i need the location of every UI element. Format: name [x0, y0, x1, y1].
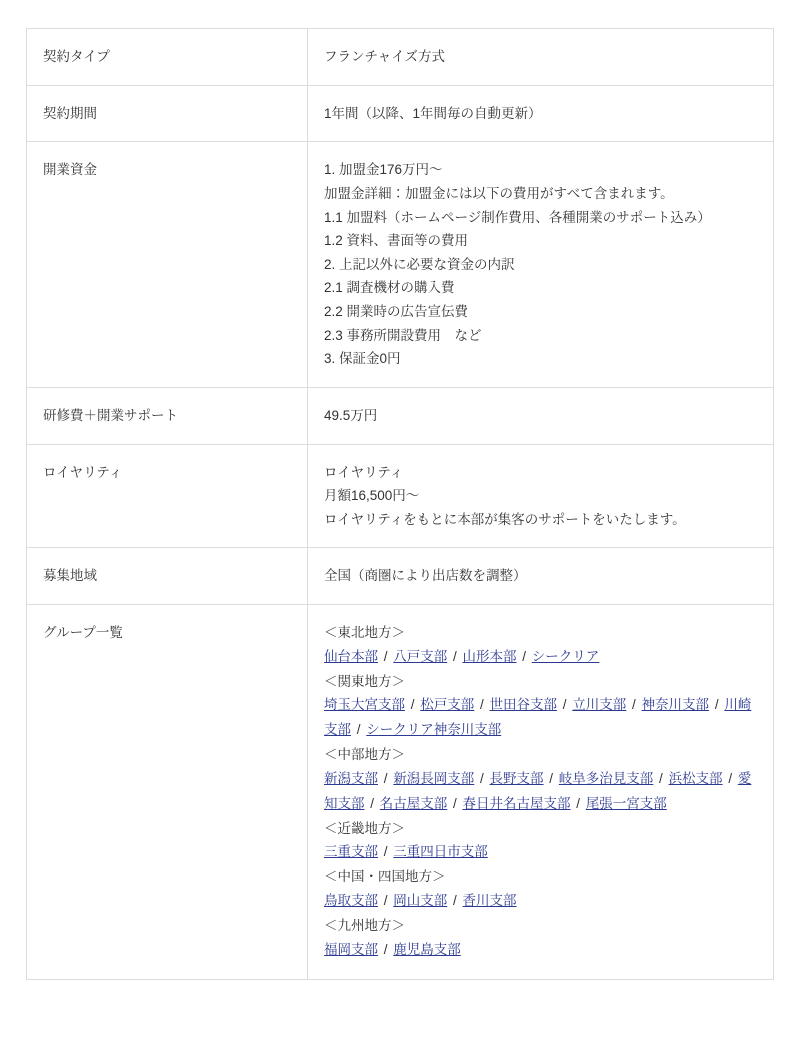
value-line: フランチャイズ方式: [324, 49, 445, 64]
link-separator: /: [380, 648, 392, 664]
value-line: ロイヤリティ: [324, 464, 404, 480]
branch-link[interactable]: 長野支部: [489, 770, 544, 786]
row-value: [308, 548, 774, 605]
region-links: [324, 645, 757, 670]
region-heading: ＜中国・四国地方＞: [324, 869, 446, 885]
branch-link[interactable]: 福岡支部: [324, 941, 378, 957]
link-separator: /: [449, 795, 461, 811]
row-value-group-list: [308, 605, 774, 980]
link-separator: /: [407, 697, 419, 713]
branch-link[interactable]: 新潟長岡支部: [393, 770, 475, 786]
branch-link[interactable]: シークリア: [531, 648, 600, 664]
link-separator: /: [476, 697, 488, 713]
link-separator: /: [449, 648, 461, 664]
branch-link[interactable]: 松戸支部: [420, 697, 475, 713]
value-line: 加盟金詳細：加盟金には以下の費用がすべて含まれます。: [324, 185, 674, 201]
row-label: 研修費＋開業サポート: [27, 387, 308, 444]
branch-link[interactable]: 愛知支部: [324, 770, 752, 811]
region-heading: ＜九州地方＞: [324, 917, 405, 933]
row-value: [308, 444, 774, 548]
link-separator: /: [380, 941, 392, 957]
franchise-spec-table: [26, 28, 774, 980]
region-heading: ＜中部地方＞: [324, 747, 405, 763]
branch-link[interactable]: 立川支部: [572, 697, 627, 713]
link-separator: /: [545, 770, 557, 786]
branch-link[interactable]: 神奈川支部: [641, 697, 710, 713]
branch-link[interactable]: 春日井名古屋支部: [462, 795, 571, 811]
branch-link[interactable]: 三重四日市支部: [393, 844, 488, 860]
value-line: 2. 上記以外に必要な資金の内訳: [324, 256, 515, 272]
value-line: 月額16,500円〜: [324, 488, 420, 504]
row-value: [308, 387, 774, 444]
table-row: [27, 142, 774, 388]
row-value: [308, 85, 774, 142]
link-separator: /: [628, 697, 640, 713]
branch-link[interactable]: 仙台本部: [324, 648, 378, 664]
link-separator: /: [724, 770, 736, 786]
branch-link[interactable]: 浜松支部: [668, 770, 723, 786]
link-separator: /: [655, 770, 667, 786]
value-line: 3. 保証金0円: [324, 351, 401, 367]
table-row: [27, 605, 774, 980]
row-label: 開業資金: [27, 142, 308, 388]
table-row: [27, 444, 774, 548]
row-label: 募集地域: [27, 548, 308, 605]
table-row: [27, 387, 774, 444]
region-heading: ＜関東地方＞: [324, 673, 405, 689]
region-links: [324, 938, 757, 963]
row-value: [308, 142, 774, 388]
region-links: [324, 767, 757, 817]
branch-link[interactable]: シークリア神奈川支部: [366, 722, 502, 738]
branch-link[interactable]: 新潟支部: [324, 770, 378, 786]
branch-link[interactable]: 世田谷支部: [489, 697, 558, 713]
value-line: 全国（商圏により出店数を調整）: [324, 568, 527, 584]
branch-link[interactable]: 三重支部: [324, 844, 378, 860]
branch-link[interactable]: 名古屋支部: [379, 795, 448, 811]
value-line: 1. 加盟金176万円〜: [324, 162, 443, 178]
value-line: 1.1 加盟料（ホームページ制作費用、各種開業のサポート込み）: [324, 209, 711, 225]
table-row: [27, 548, 774, 605]
branch-link[interactable]: 鳥取支部: [324, 892, 378, 908]
value-line: 49.5万円: [324, 407, 378, 423]
link-separator: /: [353, 722, 365, 738]
branch-link[interactable]: 山形本部: [462, 648, 517, 664]
value-line: 2.2 開業時の広告宣伝費: [324, 304, 469, 319]
link-separator: /: [518, 648, 530, 664]
value-line: 1年間（以降、1年間毎の自動更新）: [324, 105, 542, 121]
region-links: [324, 693, 757, 743]
branch-link[interactable]: 岐阜多治見支部: [558, 770, 654, 786]
region-heading: ＜東北地方＞: [324, 625, 405, 640]
region-links: [324, 889, 757, 914]
link-separator: /: [559, 697, 571, 713]
row-label: ロイヤリティ: [27, 444, 308, 548]
row-label: 契約期間: [27, 85, 308, 142]
link-separator: /: [476, 770, 488, 786]
link-separator: /: [711, 697, 723, 713]
link-separator: /: [380, 892, 392, 908]
branch-link[interactable]: 尾張一宮支部: [585, 795, 667, 811]
value-line: 2.1 調査機材の購入費: [324, 280, 455, 296]
region-links: [324, 840, 757, 865]
branch-link[interactable]: 埼玉大宮支部: [324, 697, 405, 713]
row-value: [308, 29, 774, 86]
branch-link[interactable]: 香川支部: [462, 892, 517, 908]
row-label: 契約タイプ: [27, 29, 308, 86]
link-separator: /: [449, 892, 461, 908]
table-body: [27, 29, 774, 980]
value-line: 2.3 事務所開設費用 など: [324, 327, 482, 343]
branch-link[interactable]: 岡山支部: [393, 892, 448, 908]
value-line: 1.2 資料、書面等の費用: [324, 233, 469, 249]
link-separator: /: [380, 844, 392, 860]
table-row: [27, 85, 774, 142]
table-row: [27, 29, 774, 86]
link-separator: /: [380, 770, 392, 786]
region-heading: ＜近畿地方＞: [324, 820, 405, 836]
branch-link[interactable]: 八戸支部: [393, 648, 448, 664]
value-line: ロイヤリティをもとに本部が集客のサポートをいたします。: [324, 511, 686, 527]
link-separator: /: [572, 795, 584, 811]
branch-link[interactable]: 川崎支部: [324, 697, 752, 738]
branch-link[interactable]: 鹿児島支部: [393, 941, 461, 957]
link-separator: /: [366, 795, 378, 811]
branch-group-list: [324, 621, 757, 963]
row-label: グループ一覧: [27, 605, 308, 980]
